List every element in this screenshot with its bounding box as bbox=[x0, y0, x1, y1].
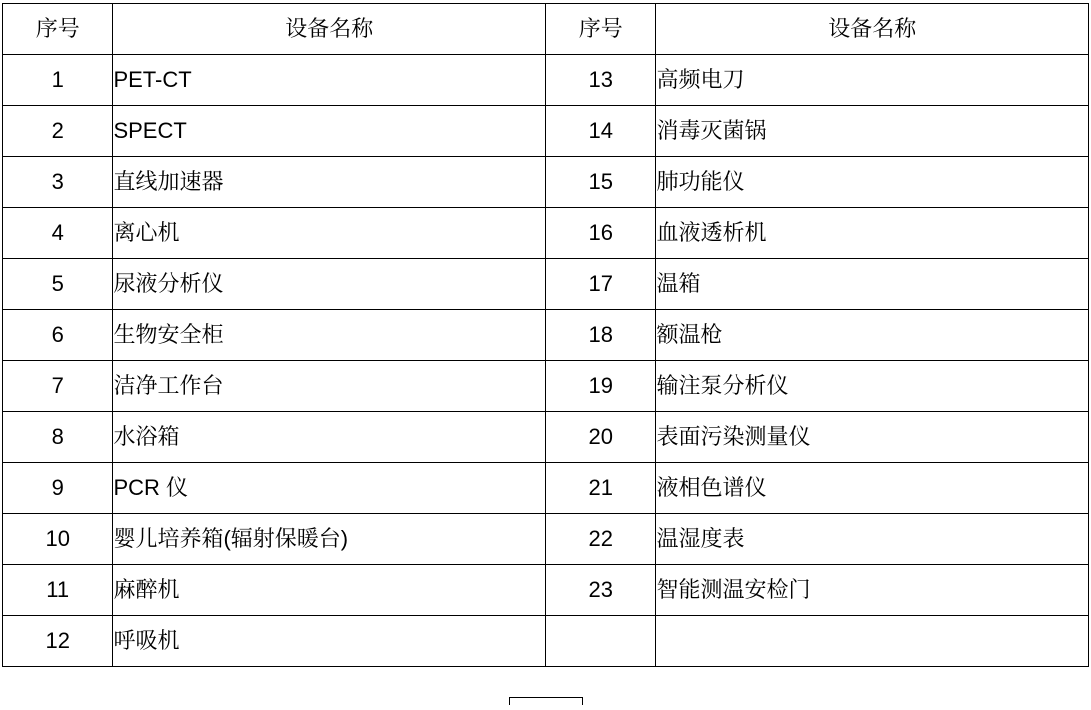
cell-index-right-empty bbox=[545, 616, 655, 667]
cell-index-left: 10 bbox=[3, 514, 113, 565]
table-row bbox=[3, 55, 1089, 106]
cell-name-right-empty bbox=[656, 616, 1089, 667]
cell-index-right: 19 bbox=[545, 361, 655, 412]
column-header-name-left: 设备名称 bbox=[113, 4, 546, 55]
table-row bbox=[3, 157, 1089, 208]
page-footer-mark bbox=[0, 692, 1091, 700]
cell-index-right: 16 bbox=[545, 208, 655, 259]
table-row bbox=[3, 412, 1089, 463]
cell-name-left: 尿液分析仪 bbox=[113, 259, 546, 310]
cell-name-left: 洁净工作台 bbox=[113, 361, 546, 412]
cell-index-right: 22 bbox=[545, 514, 655, 565]
cell-name-left: PCR 仪 bbox=[113, 463, 546, 514]
cell-name-right: 高频电刀 bbox=[656, 55, 1089, 106]
cell-index-left: 6 bbox=[3, 310, 113, 361]
cell-index-right: 14 bbox=[545, 106, 655, 157]
cell-name-right: 表面污染测量仪 bbox=[656, 412, 1089, 463]
cell-name-left: 生物安全柜 bbox=[113, 310, 546, 361]
cell-index-left: 5 bbox=[3, 259, 113, 310]
table-row bbox=[3, 208, 1089, 259]
cell-index-right: 23 bbox=[545, 565, 655, 616]
cell-name-right: 消毒灭菌锅 bbox=[656, 106, 1089, 157]
cell-name-left: 呼吸机 bbox=[113, 616, 546, 667]
cell-index-left: 2 bbox=[3, 106, 113, 157]
table-row bbox=[3, 106, 1089, 157]
cell-name-right: 肺功能仪 bbox=[656, 157, 1089, 208]
cell-name-right: 液相色谱仪 bbox=[656, 463, 1089, 514]
table-header-row bbox=[3, 4, 1089, 55]
table-row bbox=[3, 565, 1089, 616]
cell-name-left: SPECT bbox=[113, 106, 546, 157]
cell-name-left: 直线加速器 bbox=[113, 157, 546, 208]
cell-index-right: 13 bbox=[545, 55, 655, 106]
table-row bbox=[3, 463, 1089, 514]
table-row bbox=[3, 514, 1089, 565]
equipment-table bbox=[2, 3, 1089, 667]
table-row bbox=[3, 310, 1089, 361]
column-header-index-right: 序号 bbox=[545, 4, 655, 55]
cell-index-right: 21 bbox=[545, 463, 655, 514]
cell-index-right: 15 bbox=[545, 157, 655, 208]
cell-index-left: 7 bbox=[3, 361, 113, 412]
cell-name-left: 离心机 bbox=[113, 208, 546, 259]
cell-index-right: 20 bbox=[545, 412, 655, 463]
column-header-name-right: 设备名称 bbox=[656, 4, 1089, 55]
footer-bar bbox=[509, 697, 583, 705]
column-header-index-left: 序号 bbox=[3, 4, 113, 55]
cell-name-left: PET-CT bbox=[113, 55, 546, 106]
cell-name-right: 额温枪 bbox=[656, 310, 1089, 361]
table-header bbox=[3, 4, 1089, 55]
cell-index-left: 11 bbox=[3, 565, 113, 616]
cell-index-left: 9 bbox=[3, 463, 113, 514]
table-row bbox=[3, 616, 1089, 667]
table-row bbox=[3, 361, 1089, 412]
cell-name-right: 输注泵分析仪 bbox=[656, 361, 1089, 412]
cell-name-left: 麻醉机 bbox=[113, 565, 546, 616]
cell-name-left: 婴儿培养箱(辐射保暖台) bbox=[113, 514, 546, 565]
cell-index-left: 4 bbox=[3, 208, 113, 259]
document-page bbox=[0, 3, 1091, 700]
cell-index-left: 8 bbox=[3, 412, 113, 463]
cell-index-left: 3 bbox=[3, 157, 113, 208]
cell-index-right: 17 bbox=[545, 259, 655, 310]
cell-name-left: 水浴箱 bbox=[113, 412, 546, 463]
cell-name-right: 温湿度表 bbox=[656, 514, 1089, 565]
cell-name-right: 温箱 bbox=[656, 259, 1089, 310]
cell-name-right: 血液透析机 bbox=[656, 208, 1089, 259]
cell-index-right: 18 bbox=[545, 310, 655, 361]
cell-index-left: 12 bbox=[3, 616, 113, 667]
cell-name-right: 智能测温安检门 bbox=[656, 565, 1089, 616]
cell-index-left: 1 bbox=[3, 55, 113, 106]
table-body bbox=[3, 55, 1089, 667]
table-row bbox=[3, 259, 1089, 310]
